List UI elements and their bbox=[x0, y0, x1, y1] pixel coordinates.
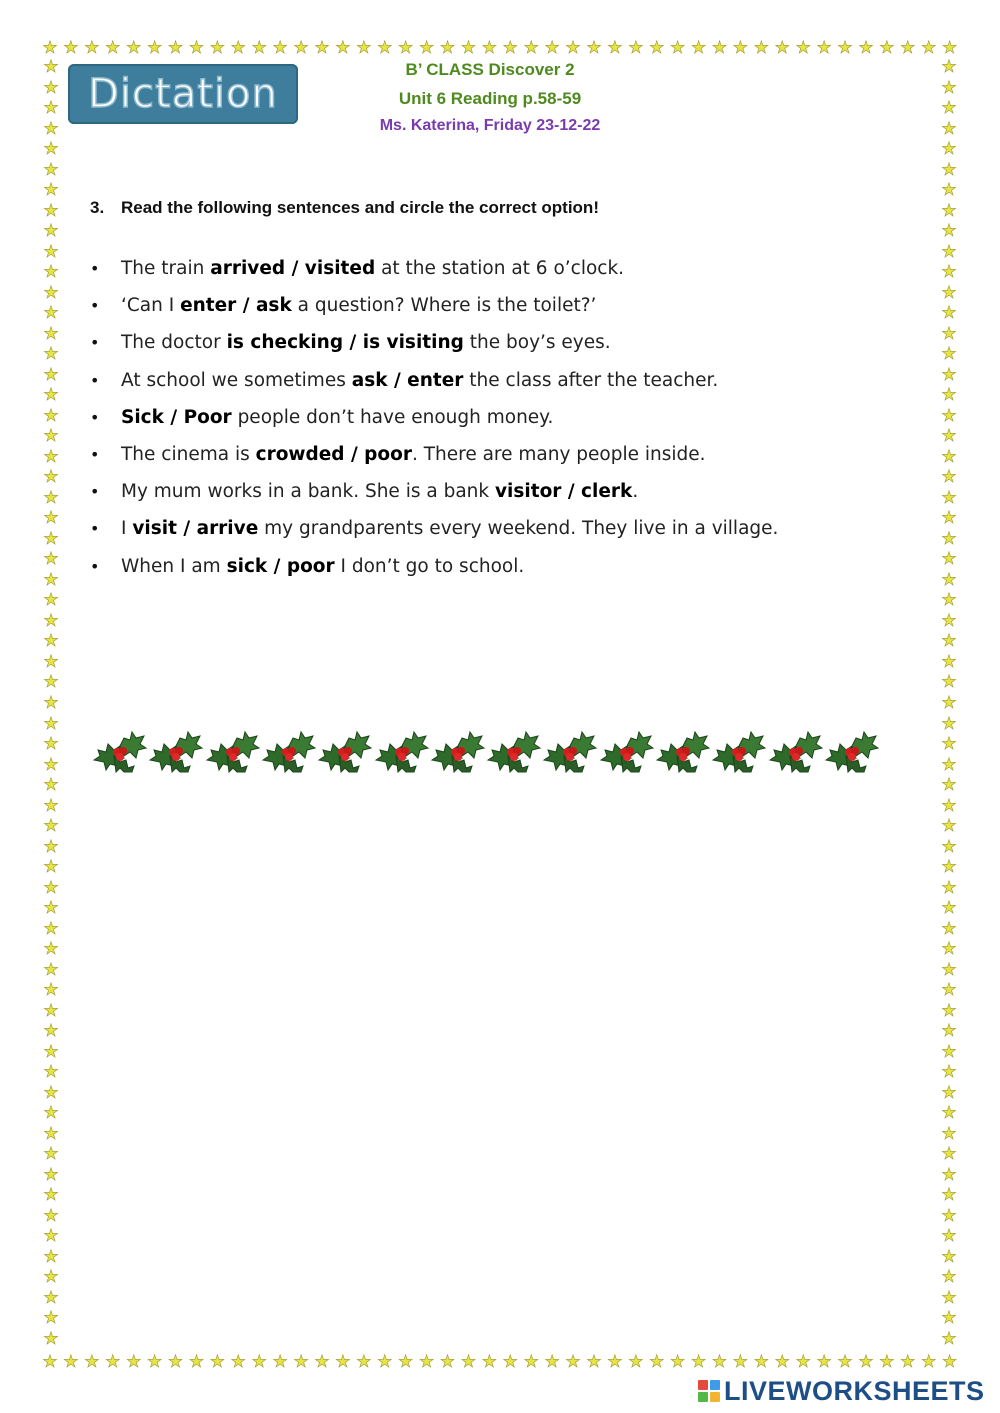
star-icon: ★ bbox=[43, 1287, 59, 1308]
star-icon: ★ bbox=[941, 98, 957, 119]
star-icon: ★ bbox=[43, 323, 59, 344]
holly-icon bbox=[766, 716, 824, 776]
star-icon: ★ bbox=[941, 1144, 957, 1165]
star-icon: ★ bbox=[43, 426, 59, 447]
star-icon: ★ bbox=[941, 980, 957, 1001]
star-icon: ★ bbox=[43, 344, 59, 365]
star-icon: ★ bbox=[43, 1267, 59, 1288]
star-icon: ★ bbox=[43, 1328, 59, 1349]
star-icon: ★ bbox=[43, 795, 59, 816]
sentence-after: . There are many people inside. bbox=[411, 443, 706, 465]
sentence-before: When I am bbox=[121, 555, 227, 577]
star-icon: ★ bbox=[941, 1267, 957, 1288]
star-icon: ★ bbox=[43, 816, 59, 837]
star-icon: ★ bbox=[43, 939, 59, 960]
star-icon: ★ bbox=[941, 180, 957, 201]
star-icon: ★ bbox=[942, 1352, 958, 1372]
holly-decoration bbox=[90, 716, 880, 776]
holly-icon bbox=[259, 716, 317, 776]
star-icon: ★ bbox=[272, 38, 288, 58]
star-icon: ★ bbox=[941, 1103, 957, 1124]
star-icon: ★ bbox=[941, 467, 957, 488]
star-icon: ★ bbox=[43, 836, 59, 857]
star-icon: ★ bbox=[43, 57, 59, 77]
sentence-options[interactable]: visitor / clerk bbox=[494, 481, 633, 503]
star-icon: ★ bbox=[377, 1352, 393, 1372]
star-icon: ★ bbox=[941, 118, 957, 139]
star-icon: ★ bbox=[941, 159, 957, 180]
star-icon: ★ bbox=[43, 98, 59, 119]
star-icon: ★ bbox=[941, 323, 957, 344]
star-icon: ★ bbox=[879, 1352, 895, 1372]
sentence-options[interactable]: Sick / Poor bbox=[121, 406, 232, 428]
star-icon: ★ bbox=[941, 795, 957, 816]
star-icon: ★ bbox=[858, 1352, 874, 1372]
star-icon: ★ bbox=[43, 877, 59, 898]
star-icon: ★ bbox=[43, 631, 59, 652]
star-icon: ★ bbox=[670, 1352, 686, 1372]
star-icon: ★ bbox=[941, 918, 957, 939]
sentence-item bbox=[90, 401, 870, 438]
star-icon: ★ bbox=[43, 734, 59, 755]
star-icon: ★ bbox=[43, 159, 59, 180]
star-icon: ★ bbox=[230, 38, 246, 58]
star-icon: ★ bbox=[43, 754, 59, 775]
star-icon: ★ bbox=[941, 1062, 957, 1083]
star-icon: ★ bbox=[753, 1352, 769, 1372]
star-icon: ★ bbox=[43, 590, 59, 611]
sentence-before: The cinema is bbox=[121, 443, 256, 465]
holly-icon bbox=[709, 716, 767, 776]
liveworksheets-brand bbox=[698, 1374, 985, 1408]
sentence-after: the class after the teacher. bbox=[463, 369, 719, 391]
holly-icon bbox=[372, 716, 430, 776]
sentence-before: At school we sometimes bbox=[121, 369, 352, 391]
brand-name: LIVEWORKSHEETS bbox=[724, 1375, 985, 1406]
star-icon: ★ bbox=[732, 38, 749, 58]
star-icon: ★ bbox=[941, 1246, 957, 1267]
sentence-item bbox=[90, 364, 870, 401]
star-icon: ★ bbox=[43, 1246, 59, 1267]
star-icon: ★ bbox=[43, 385, 59, 406]
star-icon: ★ bbox=[941, 303, 957, 324]
star-icon: ★ bbox=[941, 692, 957, 713]
sentence-options[interactable]: visit / arrive bbox=[132, 518, 259, 540]
dictation-logo bbox=[68, 64, 298, 124]
star-icon: ★ bbox=[251, 38, 267, 58]
star-icon: ★ bbox=[941, 77, 957, 98]
star-icon: ★ bbox=[941, 262, 957, 283]
star-icon: ★ bbox=[43, 200, 59, 221]
holly-icon bbox=[315, 716, 373, 776]
star-icon: ★ bbox=[43, 118, 59, 139]
star-icon: ★ bbox=[941, 549, 957, 570]
star-icon: ★ bbox=[941, 836, 957, 857]
star-icon: ★ bbox=[544, 1352, 560, 1372]
star-icon: ★ bbox=[607, 38, 623, 58]
star-icon: ★ bbox=[42, 38, 58, 58]
star-icon: ★ bbox=[900, 1352, 916, 1372]
holly-icon bbox=[203, 716, 261, 776]
star-icon: ★ bbox=[941, 898, 957, 919]
star-icon: ★ bbox=[43, 1062, 59, 1083]
star-icon: ★ bbox=[941, 1123, 957, 1144]
star-icon: ★ bbox=[544, 38, 560, 58]
star-icon: ★ bbox=[941, 1308, 957, 1329]
star-icon: ★ bbox=[43, 1308, 59, 1329]
star-icon: ★ bbox=[43, 980, 59, 1001]
holly-icon bbox=[653, 716, 711, 776]
star-icon: ★ bbox=[941, 939, 957, 960]
star-icon: ★ bbox=[188, 38, 205, 58]
star-icon: ★ bbox=[941, 1226, 957, 1247]
star-icon: ★ bbox=[941, 1328, 957, 1349]
star-icon: ★ bbox=[43, 610, 59, 631]
star-icon: ★ bbox=[795, 1352, 811, 1372]
sentence-before: ‘Can I bbox=[121, 295, 181, 317]
star-icon: ★ bbox=[43, 1123, 59, 1144]
holly-icon bbox=[146, 716, 204, 776]
star-icon: ★ bbox=[586, 38, 602, 58]
star-icon: ★ bbox=[837, 38, 853, 58]
sentence-after: the boy’s eyes. bbox=[463, 332, 611, 354]
sentence-item bbox=[90, 252, 870, 289]
star-icon: ★ bbox=[356, 38, 372, 58]
star-icon: ★ bbox=[900, 38, 916, 58]
star-icon: ★ bbox=[43, 898, 59, 919]
star-icon: ★ bbox=[941, 528, 957, 549]
star-icon: ★ bbox=[43, 282, 59, 303]
sentence-after: people don’t have enough money. bbox=[231, 406, 554, 428]
star-icon: ★ bbox=[43, 1000, 59, 1021]
sentence-item bbox=[90, 326, 870, 363]
star-icon: ★ bbox=[377, 38, 393, 58]
star-icon: ★ bbox=[63, 38, 79, 58]
sentence-before: The train bbox=[121, 258, 211, 279]
sentence-options[interactable]: sick / poor bbox=[226, 555, 335, 577]
star-icon: ★ bbox=[941, 857, 957, 878]
sentence-options[interactable]: crowded / poor bbox=[255, 443, 412, 465]
star-icon: ★ bbox=[941, 364, 957, 385]
star-icon: ★ bbox=[649, 1352, 665, 1372]
star-icon: ★ bbox=[941, 200, 957, 221]
star-icon: ★ bbox=[502, 38, 518, 58]
star-icon: ★ bbox=[272, 1352, 288, 1372]
sentence-item bbox=[90, 512, 870, 549]
star-icon: ★ bbox=[43, 364, 59, 385]
star-icon: ★ bbox=[941, 877, 957, 898]
star-icon: ★ bbox=[649, 38, 665, 58]
star-icon: ★ bbox=[565, 1352, 581, 1372]
holly-icon bbox=[597, 716, 655, 776]
sentence-list bbox=[90, 252, 870, 587]
star-icon: ★ bbox=[43, 262, 59, 283]
star-icon: ★ bbox=[941, 405, 957, 426]
star-icon: ★ bbox=[439, 38, 456, 58]
star-icon: ★ bbox=[502, 1352, 518, 1372]
star-icon: ★ bbox=[941, 1287, 957, 1308]
star-icon: ★ bbox=[628, 38, 644, 58]
star-icon: ★ bbox=[398, 1352, 414, 1372]
star-icon: ★ bbox=[146, 38, 163, 58]
star-icon: ★ bbox=[43, 549, 59, 570]
star-icon: ★ bbox=[126, 1352, 142, 1372]
unit-title: Unit 6 Reading p.58-59 bbox=[398, 89, 582, 108]
star-icon: ★ bbox=[711, 38, 728, 58]
star-icon: ★ bbox=[84, 1352, 100, 1372]
star-icon: ★ bbox=[753, 38, 769, 58]
sentence-options[interactable]: ask / enter bbox=[351, 369, 464, 391]
star-icon: ★ bbox=[941, 57, 957, 77]
star-icon: ★ bbox=[941, 139, 957, 160]
star-icon: ★ bbox=[209, 38, 225, 58]
star-icon: ★ bbox=[43, 1021, 59, 1042]
star-icon: ★ bbox=[43, 221, 59, 242]
class-title: B’ CLASS Discover 2 bbox=[405, 60, 575, 79]
star-icon: ★ bbox=[941, 487, 957, 508]
star-icon: ★ bbox=[43, 77, 59, 98]
star-icon: ★ bbox=[43, 303, 59, 324]
star-icon: ★ bbox=[43, 672, 59, 693]
star-icon: ★ bbox=[43, 1164, 59, 1185]
star-icon: ★ bbox=[43, 959, 59, 980]
star-icon: ★ bbox=[858, 38, 874, 58]
star-icon: ★ bbox=[146, 1352, 163, 1372]
star-icon: ★ bbox=[774, 38, 790, 58]
star-icon: ★ bbox=[607, 1352, 623, 1372]
star-icon: ★ bbox=[879, 38, 895, 58]
star-icon: ★ bbox=[43, 528, 59, 549]
sentence-before: I bbox=[121, 518, 133, 540]
star-icon: ★ bbox=[43, 508, 59, 529]
holly-icon bbox=[428, 716, 486, 776]
star-icon: ★ bbox=[941, 426, 957, 447]
star-icon: ★ bbox=[586, 1352, 602, 1372]
star-icon: ★ bbox=[941, 754, 957, 775]
sentence-item bbox=[90, 475, 870, 512]
star-icon: ★ bbox=[941, 775, 957, 796]
star-icon: ★ bbox=[209, 1352, 225, 1372]
star-icon: ★ bbox=[941, 446, 957, 467]
star-icon: ★ bbox=[481, 1352, 497, 1372]
star-icon: ★ bbox=[43, 1226, 59, 1247]
star-icon: ★ bbox=[188, 1352, 205, 1372]
star-icon: ★ bbox=[43, 775, 59, 796]
star-icon: ★ bbox=[628, 1352, 644, 1372]
star-icon: ★ bbox=[251, 1352, 267, 1372]
star-icon: ★ bbox=[941, 1082, 957, 1103]
star-icon: ★ bbox=[439, 1352, 456, 1372]
star-border-right bbox=[939, 58, 959, 1348]
star-icon: ★ bbox=[565, 38, 581, 58]
sentence-item bbox=[90, 289, 870, 326]
star-icon: ★ bbox=[941, 734, 957, 755]
star-icon: ★ bbox=[941, 1000, 957, 1021]
star-icon: ★ bbox=[43, 918, 59, 939]
star-icon: ★ bbox=[43, 180, 59, 201]
star-icon: ★ bbox=[230, 1352, 246, 1372]
star-icon: ★ bbox=[732, 1352, 749, 1372]
star-icon: ★ bbox=[105, 38, 121, 58]
star-icon: ★ bbox=[105, 1352, 121, 1372]
star-icon: ★ bbox=[774, 1352, 790, 1372]
star-icon: ★ bbox=[356, 1352, 372, 1372]
star-icon: ★ bbox=[43, 405, 59, 426]
star-icon: ★ bbox=[43, 1041, 59, 1062]
star-icon: ★ bbox=[921, 1352, 937, 1372]
star-icon: ★ bbox=[941, 241, 957, 262]
star-icon: ★ bbox=[941, 569, 957, 590]
star-icon: ★ bbox=[941, 508, 957, 529]
star-icon: ★ bbox=[43, 651, 59, 672]
star-icon: ★ bbox=[941, 385, 957, 406]
sentence-after: a question? Where is the toilet?’ bbox=[291, 295, 597, 317]
star-icon: ★ bbox=[43, 692, 59, 713]
star-icon: ★ bbox=[43, 446, 59, 467]
star-icon: ★ bbox=[43, 1205, 59, 1226]
star-icon: ★ bbox=[126, 38, 142, 58]
star-icon: ★ bbox=[314, 38, 330, 58]
star-icon: ★ bbox=[941, 1164, 957, 1185]
star-icon: ★ bbox=[63, 1352, 79, 1372]
star-border-top bbox=[41, 38, 959, 58]
star-icon: ★ bbox=[941, 651, 957, 672]
sentence-after: I don’t go to school. bbox=[334, 555, 525, 577]
star-icon: ★ bbox=[941, 1185, 957, 1206]
star-icon: ★ bbox=[43, 569, 59, 590]
sentence-before: The doctor bbox=[121, 332, 227, 354]
star-icon: ★ bbox=[816, 1352, 832, 1372]
star-icon: ★ bbox=[43, 713, 59, 734]
logo-text: Dictation bbox=[88, 71, 278, 117]
sentence-item bbox=[90, 438, 870, 475]
task-text: Read the following sentences and circle the correct option! bbox=[121, 198, 599, 217]
star-icon: ★ bbox=[43, 487, 59, 508]
holly-icon bbox=[822, 716, 880, 776]
star-icon: ★ bbox=[43, 467, 59, 488]
holly-icon bbox=[484, 716, 542, 776]
star-icon: ★ bbox=[942, 38, 958, 58]
star-icon: ★ bbox=[293, 1352, 309, 1372]
star-icon: ★ bbox=[314, 1352, 330, 1372]
star-icon: ★ bbox=[921, 38, 937, 58]
star-icon: ★ bbox=[167, 38, 184, 58]
star-icon: ★ bbox=[941, 1021, 957, 1042]
star-icon: ★ bbox=[398, 38, 414, 58]
star-icon: ★ bbox=[816, 38, 832, 58]
star-icon: ★ bbox=[43, 139, 59, 160]
star-icon: ★ bbox=[43, 1103, 59, 1124]
star-icon: ★ bbox=[941, 282, 957, 303]
star-icon: ★ bbox=[941, 713, 957, 734]
task-number: 3. bbox=[90, 198, 105, 217]
star-border-left bbox=[41, 58, 61, 1348]
star-icon: ★ bbox=[43, 1185, 59, 1206]
liveworksheets-logo-icon bbox=[698, 1380, 720, 1402]
star-icon: ★ bbox=[941, 1205, 957, 1226]
star-icon: ★ bbox=[941, 959, 957, 980]
star-icon: ★ bbox=[711, 1352, 728, 1372]
star-icon: ★ bbox=[941, 1041, 957, 1062]
star-icon: ★ bbox=[418, 1352, 435, 1372]
star-icon: ★ bbox=[941, 344, 957, 365]
star-icon: ★ bbox=[460, 1352, 477, 1372]
holly-icon bbox=[90, 716, 148, 776]
star-icon: ★ bbox=[293, 38, 309, 58]
star-icon: ★ bbox=[941, 816, 957, 837]
star-icon: ★ bbox=[690, 1352, 707, 1372]
sentence-options[interactable]: enter / ask bbox=[180, 295, 292, 317]
star-icon: ★ bbox=[42, 1352, 58, 1372]
sentence-after: . bbox=[632, 481, 639, 503]
sentence-options[interactable]: arrived / visited bbox=[210, 258, 376, 279]
sentence-item bbox=[90, 550, 870, 587]
star-icon: ★ bbox=[43, 241, 59, 262]
star-icon: ★ bbox=[941, 610, 957, 631]
star-icon: ★ bbox=[481, 38, 497, 58]
star-border-bottom bbox=[41, 1352, 959, 1372]
star-icon: ★ bbox=[167, 1352, 184, 1372]
star-icon: ★ bbox=[941, 672, 957, 693]
star-icon: ★ bbox=[795, 38, 811, 58]
star-icon: ★ bbox=[837, 1352, 853, 1372]
star-icon: ★ bbox=[523, 1352, 539, 1372]
teacher-date: Ms. Katerina, Friday 23-12-22 bbox=[379, 117, 601, 134]
star-icon: ★ bbox=[335, 1352, 351, 1372]
star-icon: ★ bbox=[690, 38, 707, 58]
star-icon: ★ bbox=[941, 590, 957, 611]
star-icon: ★ bbox=[418, 38, 435, 58]
star-icon: ★ bbox=[941, 221, 957, 242]
star-icon: ★ bbox=[43, 1144, 59, 1165]
holly-icon bbox=[540, 716, 598, 776]
star-icon: ★ bbox=[941, 631, 957, 652]
star-icon: ★ bbox=[670, 38, 686, 58]
sentence-options[interactable]: is checking / is visiting bbox=[226, 332, 464, 354]
sentence-after: at the station at 6 o’clock. bbox=[375, 258, 625, 279]
star-icon: ★ bbox=[523, 38, 539, 58]
star-icon: ★ bbox=[43, 1082, 59, 1103]
task-instruction bbox=[90, 198, 599, 218]
star-icon: ★ bbox=[460, 38, 477, 58]
star-icon: ★ bbox=[335, 38, 351, 58]
sentence-after: my grandparents every weekend. They live in a village. bbox=[258, 518, 779, 540]
star-icon: ★ bbox=[43, 857, 59, 878]
star-icon: ★ bbox=[84, 38, 100, 58]
sentence-before: My mum works in a bank. She is a bank bbox=[121, 481, 495, 503]
